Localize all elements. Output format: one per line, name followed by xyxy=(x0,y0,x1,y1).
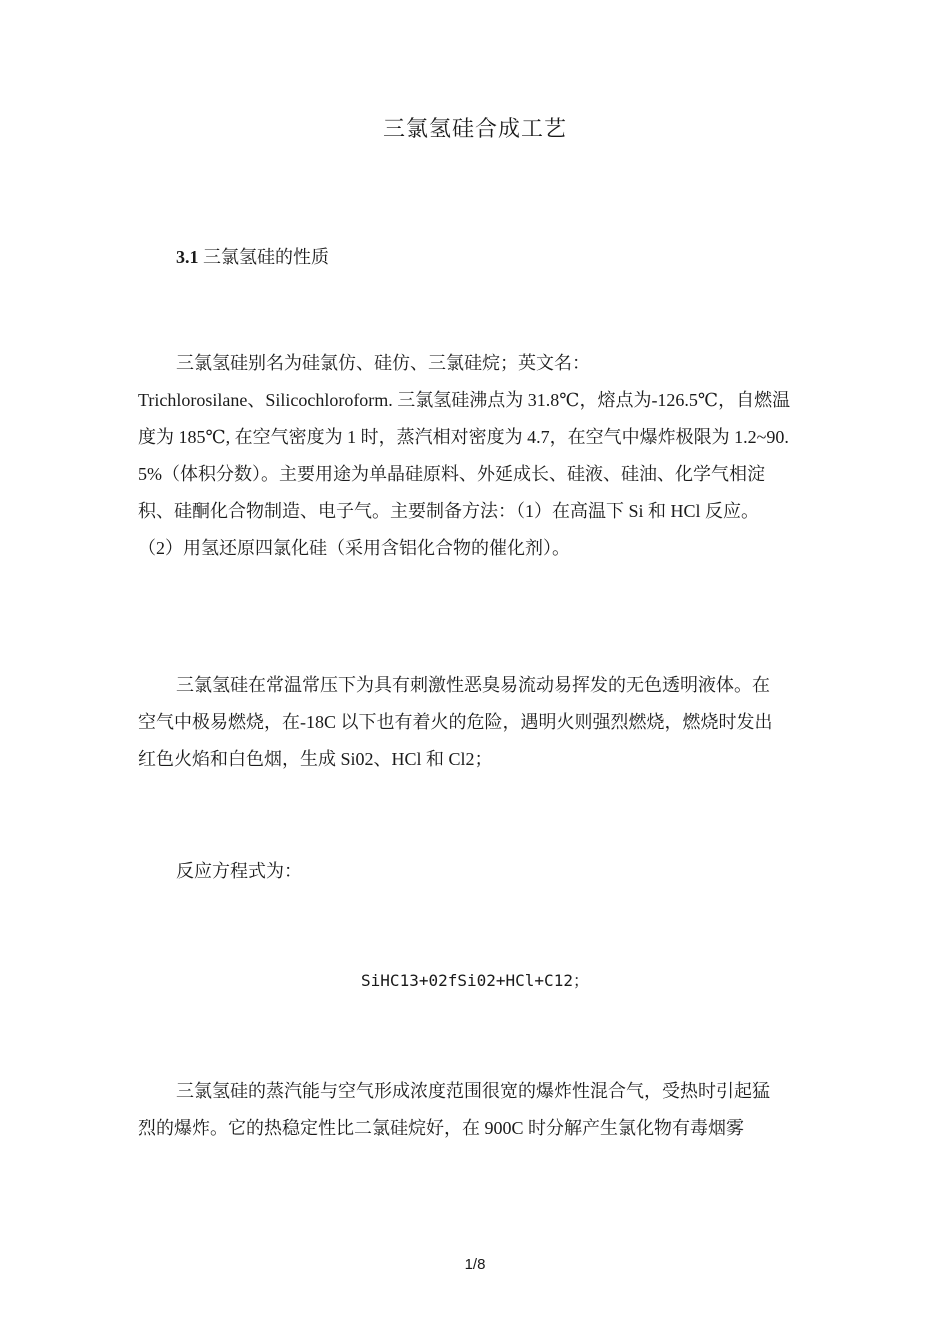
paragraph-line: 反应方程式为： xyxy=(176,861,302,881)
section-heading-text: 三氯氢硅的性质 xyxy=(198,247,329,267)
section-number: 3.1 xyxy=(176,247,199,267)
paragraph-properties xyxy=(138,345,818,567)
paragraph-line: 积、硅酮化合物制造、电子气。主要制备方法：（1）在高温下 Si 和 HCl 反应。 xyxy=(138,501,760,521)
section-heading xyxy=(176,243,329,269)
paragraph-line: 5%（体积分数）。主要用途为单晶硅原料、外延成长、硅液、硅油、化学气相淀 xyxy=(138,464,765,484)
paragraph-line: 三氯氢硅在常温常压下为具有刺激性恶臭易流动易挥发的无色透明液体。在 xyxy=(176,675,770,695)
paragraph-hazards xyxy=(138,667,818,778)
paragraph-reaction-intro xyxy=(138,853,818,890)
paragraph-line: 三氯氢硅别名为硅氯仿、硅仿、三氯硅烷；英文名： xyxy=(176,353,590,373)
paragraph-explosion xyxy=(138,1073,818,1147)
paragraph-line: 度为 185℃, 在空气密度为 1 时，蒸汽相对密度为 4.7，在空气中爆炸极限为 1.2~90. xyxy=(138,427,789,447)
paragraph-line: 空气中极易燃烧，在-18C 以下也有着火的危险，遇明火则强烈燃烧，燃烧时发出 xyxy=(138,712,773,732)
paragraph-line: Trichlorosilane、Silicochloroform. 三氯氢硅沸点为 31.8℃，熔点为-126.5℃，自燃温 xyxy=(138,390,791,410)
page-number: 1/8 xyxy=(464,1256,486,1273)
paragraph-line: 烈的爆炸。它的热稳定性比二氯硅烷好，在 900C 时分解产生氯化物有毒烟雾 xyxy=(138,1118,745,1138)
reaction-equation: SiHC13+02fSi02+HCl+C12； xyxy=(361,971,589,990)
paragraph-line: （2）用氢还原四氯化硅（采用含铝化合物的催化剂）。 xyxy=(138,538,570,558)
paragraph-line: 红色火焰和白色烟，生成 Si02、HCl 和 Cl2； xyxy=(138,749,493,769)
paragraph-line: 三氯氢硅的蒸汽能与空气形成浓度范围很宽的爆炸性混合气，受热时引起猛 xyxy=(176,1081,770,1101)
document-title: 三氯氢硅合成工艺 xyxy=(382,116,567,141)
